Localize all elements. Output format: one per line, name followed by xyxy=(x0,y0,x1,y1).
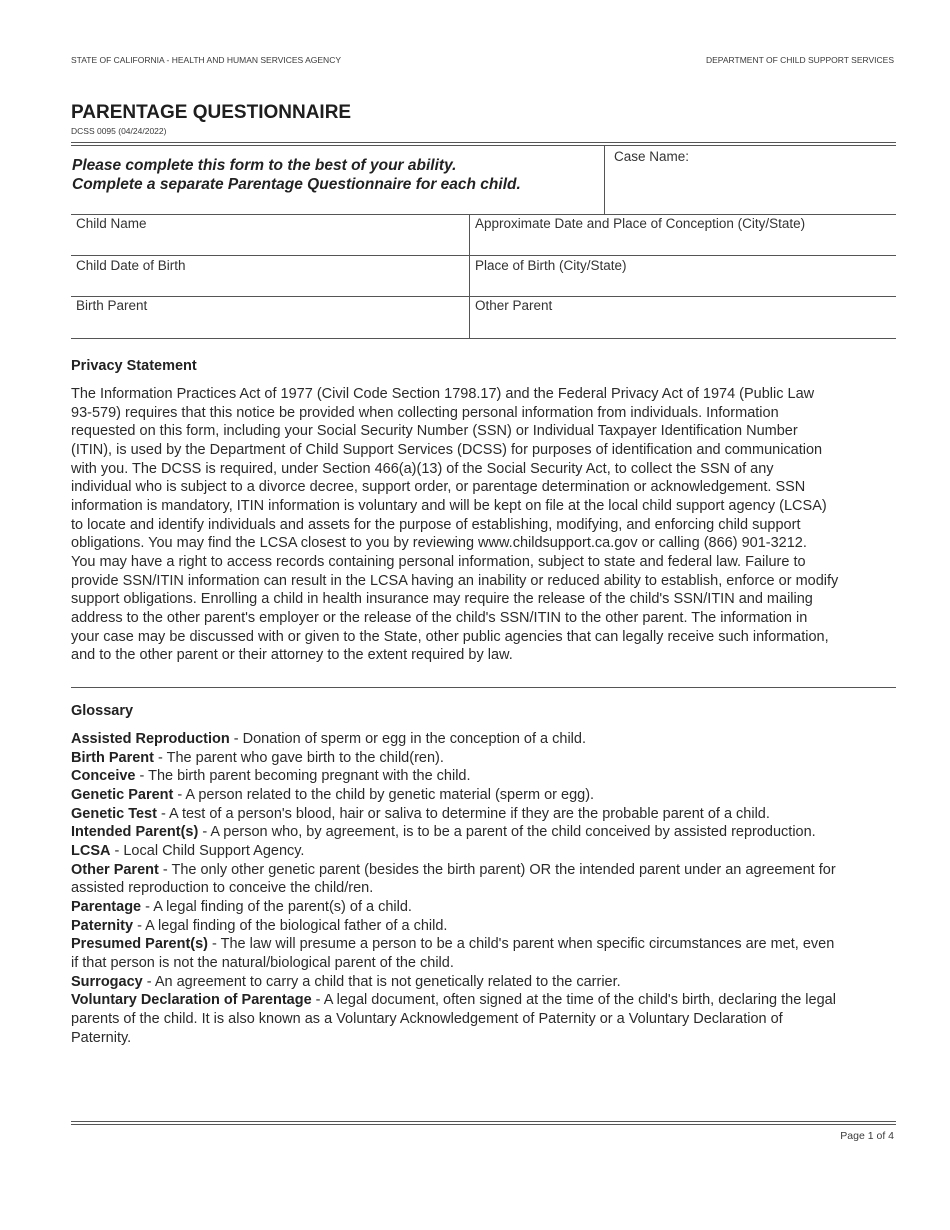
glossary-definition-cont: Paternity. xyxy=(71,1029,132,1046)
privacy-line: with you. The DCSS is required, under Section 466(a)(13) of the Social Security Act, to collect the SSN of any xyxy=(71,460,774,477)
divider xyxy=(71,142,896,143)
instructions xyxy=(72,156,521,194)
privacy-line: to locate and identify individuals and assets for the purpose of establishing, modifying, and enforcing child support xyxy=(71,516,801,533)
glossary-definition-cont: parents of the child. It is also known as a Voluntary Acknowledgement of Paternity or a Voluntary Declaration of xyxy=(71,1010,783,1027)
child-info-grid xyxy=(71,214,896,339)
glossary-definition: - The parent who gave birth to the child(ren). xyxy=(154,749,444,766)
glossary-definition: - A test of a person's blood, hair or saliva to determine if they are the probable parent of a child. xyxy=(156,805,770,822)
privacy-line: (ITIN), is used by the Department of Child Support Services (DCSS) for purposes of identification and communication xyxy=(71,441,823,458)
glossary-entry xyxy=(71,917,901,936)
case-name-label: Case Name: xyxy=(614,149,690,164)
glossary-definition: - A person related to the child by genetic material (sperm or egg). xyxy=(173,786,595,803)
place-of-birth-field[interactable] xyxy=(470,255,896,296)
glossary-heading: Glossary xyxy=(71,703,134,719)
glossary-definition: - A legal finding of the biological father of a child. xyxy=(133,917,448,934)
glossary-list xyxy=(71,730,901,1047)
glossary-line xyxy=(71,917,901,936)
glossary-term: Presumed Parent(s) xyxy=(71,936,208,953)
privacy-line: requested on this form, including your Social Security Number (SSN) or Individual Taxpayer Identification Number xyxy=(71,423,798,440)
glossary-term: Parentage xyxy=(71,898,142,915)
glossary-definition: - A person who, by agreement, is to be a parent of the child conceived by assisted reproduction. xyxy=(198,824,816,841)
divider xyxy=(71,687,896,688)
glossary-definition: - The birth parent becoming pregnant with the child. xyxy=(135,768,471,785)
glossary-definition: - The only other genetic parent (besides the birth parent) OR the intended parent under an agreement for xyxy=(158,861,836,878)
child-dob-field[interactable] xyxy=(71,255,469,296)
instruction-line: Please complete this form to the best of your ability. xyxy=(72,157,457,174)
glossary-definition-cont: assisted reproduction to conceive the child/ren. xyxy=(71,880,374,897)
field-row xyxy=(71,214,896,256)
privacy-line: information is mandatory, ITIN information is voluntary and will be kept on file at the local child support agency (LCSA) xyxy=(71,497,827,514)
glossary-entry xyxy=(71,749,901,768)
glossary-term: Genetic Parent xyxy=(71,786,174,803)
privacy-statement xyxy=(71,385,901,665)
child-name-field[interactable] xyxy=(71,214,469,255)
glossary-entry xyxy=(71,823,901,842)
child-dob-label: Child Date of Birth xyxy=(76,258,186,273)
glossary-definition: - An agreement to carry a child that is not genetically related to the carrier. xyxy=(142,973,621,990)
glossary-entry xyxy=(71,730,901,749)
glossary-definition: - Donation of sperm or egg in the conception of a child. xyxy=(229,731,586,747)
field-row xyxy=(71,255,896,297)
privacy-line: 93-579) requires that this notice be provided when collecting personal information from individuals. Information xyxy=(71,404,779,421)
birth-parent-field[interactable] xyxy=(71,297,469,338)
privacy-line: support obligations. Enrolling a child in health insurance may require the release of the child's SSN/ITIN and mailing xyxy=(71,591,813,608)
glossary-entry xyxy=(71,861,901,898)
child-name-label: Child Name xyxy=(76,216,147,231)
glossary-definition-cont: if that person is not the natural/biological parent of the child. xyxy=(71,954,454,971)
glossary-line xyxy=(71,749,901,768)
privacy-line: address to the other parent's employer or the release of the child's SSN/ITIN to the other parent. The information in xyxy=(71,609,808,626)
glossary-line xyxy=(71,842,901,861)
glossary-line xyxy=(71,973,901,992)
glossary-line xyxy=(71,786,901,805)
glossary-entry xyxy=(71,767,901,786)
privacy-line: The Information Practices Act of 1977 (Civil Code Section 1798.17) and the Federal Privacy Act of 1974 (Public Law xyxy=(71,386,815,402)
glossary-line xyxy=(71,991,901,1010)
glossary-term: Paternity xyxy=(71,917,134,934)
glossary-definition: - Local Child Support Agency. xyxy=(110,842,305,859)
glossary-term: Voluntary Declaration of Parentage xyxy=(71,992,312,1009)
privacy-line: obligations. You may find the LCSA closest to you by reviewing www.childsupport.ca.gov or calling (866) 901-3212. xyxy=(71,535,807,552)
privacy-line: individual who is subject to a divorce decree, support order, or parentage determination or acknowledgement. SSN xyxy=(71,479,806,496)
glossary-definition: - The law will presume a person to be a child's parent when specific circumstances are met, even xyxy=(208,936,835,953)
glossary-line xyxy=(71,861,901,880)
glossary-term: Genetic Test xyxy=(71,805,157,822)
glossary-term: Other Parent xyxy=(71,861,159,878)
glossary-term: Birth Parent xyxy=(71,749,154,766)
glossary-line xyxy=(71,805,901,824)
glossary-entry xyxy=(71,935,901,972)
privacy-line: You may have a right to access records containing personal information, subject to state and federal law. Failure to xyxy=(71,553,806,570)
glossary-term: Intended Parent(s) xyxy=(71,824,199,841)
privacy-line: your case may be discussed with or given to the State, other public agencies that can legally receive such information, xyxy=(71,628,829,645)
conception-field[interactable] xyxy=(470,214,896,255)
glossary-line xyxy=(71,767,901,786)
privacy-line: provide SSN/ITIN information can result in the LCSA having an inability or reduced ability to establish, enforce or modify xyxy=(71,572,839,589)
glossary-line xyxy=(71,898,901,917)
glossary-line xyxy=(71,935,901,954)
divider xyxy=(71,1121,896,1122)
glossary-term: Conceive xyxy=(71,768,136,785)
glossary-entry xyxy=(71,786,901,805)
other-parent-label: Other Parent xyxy=(475,298,553,313)
glossary-entry xyxy=(71,991,901,1047)
privacy-heading: Privacy Statement xyxy=(71,358,197,374)
instruction-row xyxy=(71,146,896,215)
glossary-entry xyxy=(71,973,901,992)
glossary-term: LCSA xyxy=(71,842,111,859)
case-name-field[interactable] xyxy=(604,146,897,215)
glossary-entry xyxy=(71,805,901,824)
glossary-definition: - A legal finding of the parent(s) of a child. xyxy=(141,898,412,915)
glossary-line xyxy=(71,823,901,842)
glossary-term: Surrogacy xyxy=(71,973,143,990)
form-code: DCSS 0095 (04/24/2022) xyxy=(71,126,167,136)
other-parent-field[interactable] xyxy=(470,297,896,338)
birth-parent-label: Birth Parent xyxy=(76,298,148,313)
agency-name: STATE OF CALIFORNIA - HEALTH AND HUMAN SERVICES AGENCY xyxy=(71,55,342,65)
department-name: DEPARTMENT OF CHILD SUPPORT SERVICES xyxy=(706,55,894,65)
glossary-line xyxy=(71,730,901,749)
glossary-entry xyxy=(71,842,901,861)
field-row xyxy=(71,297,896,339)
glossary-entry xyxy=(71,898,901,917)
instruction-line: Complete a separate Parentage Questionnaire for each child. xyxy=(72,176,521,193)
page-number: Page 1 of 4 xyxy=(840,1130,894,1142)
privacy-line: and to the other parent or their attorney to the extent required by law. xyxy=(71,647,513,664)
glossary-definition: - A legal document, often signed at the time of the child's birth, declaring the legal xyxy=(311,992,836,1009)
place-of-birth-label: Place of Birth (City/State) xyxy=(475,258,627,273)
glossary-term: Assisted Reproduction xyxy=(71,731,230,747)
page-title: PARENTAGE QUESTIONNAIRE xyxy=(71,102,352,123)
divider xyxy=(71,1124,896,1125)
conception-label: Approximate Date and Place of Conception (City/State) xyxy=(475,216,806,231)
